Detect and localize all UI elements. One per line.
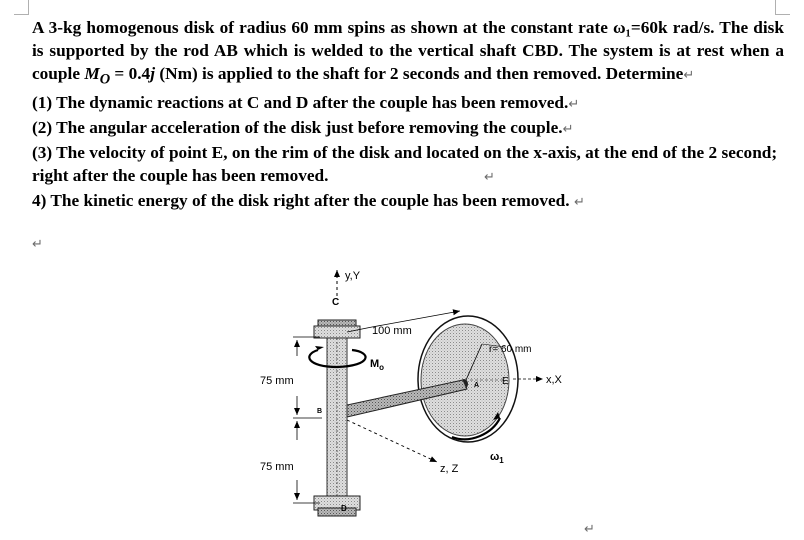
point-d-label: D bbox=[341, 504, 347, 513]
dim-75-top-label: 75 mm bbox=[260, 375, 294, 387]
paragraph-mark: ↵ bbox=[562, 122, 574, 138]
question-2-text: (2) The angular acceleration of the disk just before removing the couple. bbox=[32, 118, 563, 138]
paragraph-mark: ↵ bbox=[683, 68, 695, 83]
dim-75-bottom-label: 75 mm bbox=[260, 461, 294, 473]
y-axis-label: y,Y bbox=[345, 270, 361, 282]
bearing-c bbox=[314, 326, 360, 338]
radius-label: r= 60 mm bbox=[489, 344, 532, 355]
dim-100-label: 100 mm bbox=[372, 325, 412, 337]
paragraph-mark-end: ↵ bbox=[584, 522, 595, 537]
question-3-text: (3) The velocity of point E, on the rim of the disk and located on the x-axis, at the end of the 2 second; right after the couple has been removed. bbox=[32, 143, 778, 186]
couple-unit-vector: j bbox=[150, 64, 156, 83]
intro-text-a: A 3-kg homogenous disk of radius 60 mm spins as shown at the constant rate ω₁=60k rad/s. The disk is supported by the rod AB which is welded to the vertical shaft CBD. The system is at rest when a couple bbox=[32, 18, 784, 83]
couple-symbol-letter: M bbox=[84, 64, 100, 83]
paragraph-mark: ↵ bbox=[568, 97, 580, 113]
couple-value: = 0.4 bbox=[110, 64, 151, 83]
question-1-text: (1) The dynamic reactions at C and D after the couple has been removed. bbox=[32, 93, 569, 113]
intro-text-b: (Nm) is applied to the shaft for 2 seconds and then removed. Determine bbox=[155, 64, 684, 83]
bearing-d-collar bbox=[318, 508, 356, 516]
paragraph-mark-empty: ↵ bbox=[32, 237, 43, 252]
point-b-label: B bbox=[317, 408, 323, 415]
point-c-label: C bbox=[332, 297, 340, 308]
point-e-label: E bbox=[502, 376, 509, 387]
z-axis-line bbox=[347, 420, 437, 462]
z-axis-label: z, Z bbox=[440, 463, 459, 475]
x-axis-label: x,X bbox=[546, 374, 562, 386]
couple-symbol-subscript: O bbox=[99, 71, 111, 88]
question-4-text: 4) The kinetic energy of the disk right after the couple has been removed. bbox=[32, 191, 570, 211]
paragraph-mark: ↵ bbox=[573, 195, 585, 211]
omega-label: $\omega_1$ bbox=[490, 451, 504, 465]
couple-label: $M_o$ bbox=[370, 358, 385, 372]
paragraph-mark: ↵ bbox=[484, 170, 495, 186]
point-a-label: A bbox=[474, 382, 480, 389]
